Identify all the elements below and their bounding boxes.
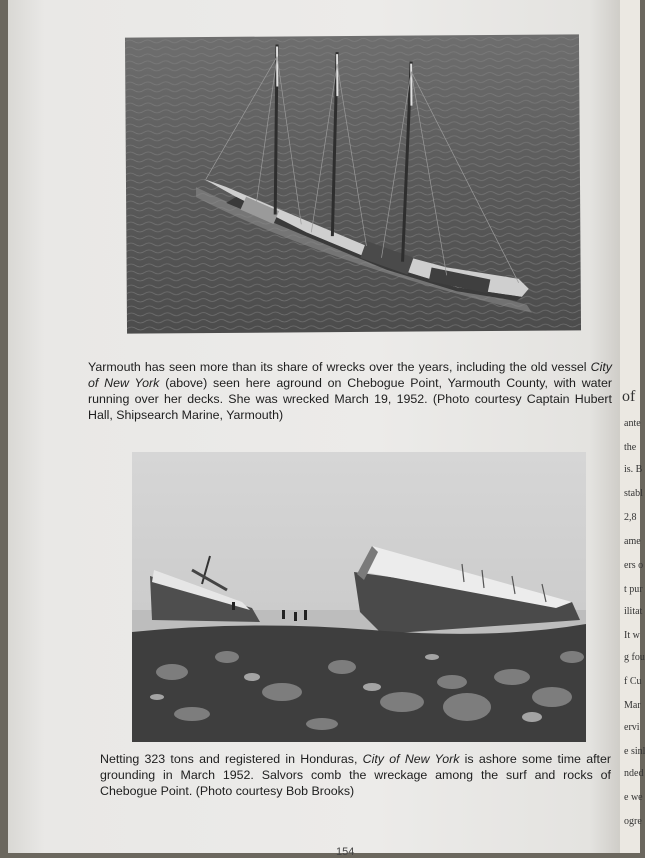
- caption-text: Netting 323 tons and registered in Honduras,: [100, 752, 363, 766]
- facing-page-fragment: is. B: [624, 464, 642, 475]
- schooner-aground-photo: [125, 34, 581, 333]
- facing-page-fragment: g fou: [624, 652, 645, 663]
- facing-page-fragment: 2,8: [624, 512, 637, 523]
- book-page: [8, 0, 620, 853]
- facing-page-fragment: the: [624, 442, 636, 453]
- facing-page-fragment: e sinl: [624, 746, 645, 757]
- facing-page-fragment: ers o: [624, 560, 643, 571]
- facing-page-fragment: of: [622, 388, 635, 406]
- caption-text: is ashore some time after grounding in March 1952. Salvors comb the wreckage among the surf and rocks of Chebogue Point. (Photo courtesy Bob Brooks): [100, 752, 611, 798]
- facing-page-fragment: ogre: [624, 816, 642, 827]
- facing-page-fragment: nded: [624, 768, 643, 779]
- vessel-name: City of New York: [363, 752, 460, 766]
- vessel-name: City of New York: [88, 360, 612, 390]
- facing-page-fragment: ame: [624, 536, 641, 547]
- photo-caption-bottom: [100, 751, 611, 799]
- facing-page-fragment: e we: [624, 792, 643, 803]
- photo-caption-top: [88, 359, 612, 423]
- caption-text: Yarmouth has seen more than its share of wrecks over the years, including the old vessel: [88, 360, 591, 374]
- facing-page-fragment: ervi: [624, 722, 640, 733]
- caption-text: (above) seen here aground on Chebogue Point, Yarmouth County, with water running over her decks. She was wrecked March 19, 1952. (Photo courtesy Captain Hubert Hall, Shipsearch Marine, Yarmouth): [88, 376, 612, 422]
- facing-page-fragment: It w: [624, 630, 640, 641]
- facing-page-fragment: ante: [624, 418, 641, 429]
- facing-page-edge: [620, 0, 640, 853]
- facing-page-fragment: ilitat: [624, 606, 642, 617]
- facing-page-fragment: f Cu: [624, 676, 642, 687]
- facing-page-fragment: Mar: [624, 700, 641, 711]
- facing-page-fragment: stabl: [624, 488, 643, 499]
- shipwreck-ashore-photo: [132, 452, 586, 742]
- facing-page-fragment: t pur: [624, 584, 643, 595]
- page-number: 154: [336, 846, 354, 858]
